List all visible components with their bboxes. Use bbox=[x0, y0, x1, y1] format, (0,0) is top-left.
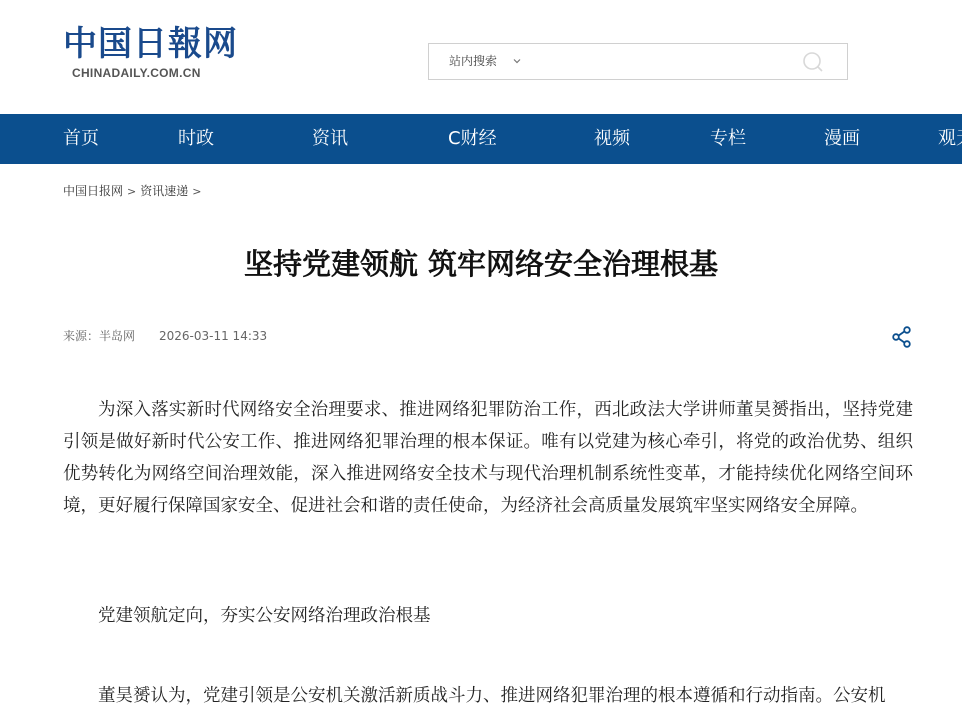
breadcrumb-item-home[interactable]: 中国日报网 bbox=[63, 184, 124, 198]
nav-item-comics[interactable]: 漫画 bbox=[824, 128, 860, 149]
article-paragraph: 董昊赟认为，党建引领是公安机关激活新质战斗力、推进网络犯罪治理的根本遵循和行动指南。公安机 bbox=[98, 686, 886, 706]
nav-item-finance[interactable]: C财经 bbox=[448, 128, 497, 149]
site-header bbox=[0, 0, 962, 114]
article-paragraph: 为深入落实新时代网络安全治理要求、推进网络犯罪防治工作，西北政法大学讲师董昊赟指出，坚持党建引领是做好新时代公安工作、推进网络犯罪治理的根本保证。唯有以党建为核心牵引，将党的政治优势、组织优势转化为网络空间治理效能，深入推进网络安全技术与现代治理机制系统性变革，才能持续优化网络空间环境，更好履行保障国家安全、促进社会和谐的责任使命，为经济社会高质量发展筑牢坚实网络安全屏障。 bbox=[63, 400, 913, 516]
breadcrumb bbox=[63, 183, 205, 199]
nav-item-news[interactable]: 资讯 bbox=[312, 128, 348, 149]
logo-english-text: CHINADAILY.COM.CN bbox=[72, 66, 201, 80]
nav-item-column[interactable]: 专栏 bbox=[710, 128, 746, 149]
article-date: 2026-03-11 14:33 bbox=[159, 329, 268, 343]
logo-chinese-text: 中国日報网 bbox=[63, 24, 238, 64]
main-nav bbox=[0, 114, 974, 164]
nav-item-more[interactable]: 观天 bbox=[938, 128, 974, 149]
site-logo[interactable] bbox=[63, 24, 238, 86]
article-meta bbox=[63, 328, 268, 344]
article-title: 坚持党建领航 筑牢网络安全治理根基 bbox=[243, 247, 719, 281]
share-icon[interactable] bbox=[890, 325, 914, 349]
article-source: 来源：半岛网 bbox=[63, 329, 136, 343]
search-box bbox=[428, 43, 848, 80]
nav-item-video[interactable]: 视频 bbox=[594, 128, 630, 149]
breadcrumb-separator: > bbox=[192, 185, 202, 198]
nav-item-politics[interactable]: 时政 bbox=[178, 128, 214, 149]
article-subheading: 党建领航定向，夯实公安网络治理政治根基 bbox=[98, 606, 431, 626]
search-scope-selector[interactable]: 站内搜索 bbox=[449, 54, 498, 68]
nav-item-home[interactable]: 首页 bbox=[63, 128, 99, 149]
breadcrumb-item-section[interactable]: 资讯速递 bbox=[140, 184, 189, 198]
chevron-down-icon[interactable] bbox=[512, 56, 522, 66]
search-input[interactable] bbox=[534, 46, 794, 77]
breadcrumb-separator: > bbox=[127, 185, 137, 198]
search-icon[interactable] bbox=[801, 50, 825, 74]
